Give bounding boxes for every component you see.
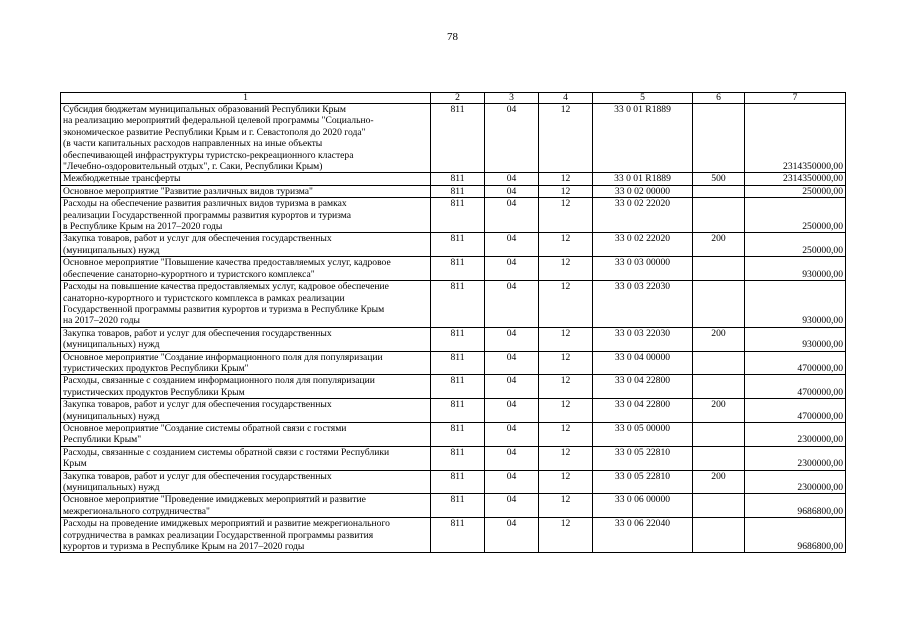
row-col6-cell	[693, 494, 745, 518]
row-col5-cell: 33 0 02 22020	[593, 233, 693, 257]
row-col2-cell: 811	[431, 399, 485, 423]
row-name-cell: Расходы, связанные с созданием информационного поля для популяризации туристических продуктов Республики Крым	[61, 375, 431, 399]
row-col2-cell: 811	[431, 375, 485, 399]
row-col3-cell: 04	[485, 327, 539, 351]
row-col4-cell: 12	[539, 327, 593, 351]
row-col5-cell: 33 0 04 22800	[593, 375, 693, 399]
page-number: 78	[447, 31, 458, 43]
row-col6-cell	[693, 257, 745, 281]
row-name-cell: Межбюджетные трансферты	[61, 173, 431, 185]
row-col4-cell: 12	[539, 422, 593, 446]
table-row	[61, 104, 846, 173]
row-col3-cell: 04	[485, 422, 539, 446]
row-amount-cell: 250000,00	[745, 233, 846, 257]
row-col4-cell: 12	[539, 173, 593, 185]
row-col6-cell: 500	[693, 173, 745, 185]
table-row	[61, 470, 846, 494]
row-col4-cell: 12	[539, 185, 593, 197]
table-row	[61, 494, 846, 518]
row-col3-cell: 04	[485, 198, 539, 233]
row-col2-cell: 811	[431, 446, 485, 470]
row-col6-cell: 200	[693, 327, 745, 351]
row-name-cell: Закупка товаров, работ и услуг для обеспечения государственных (муниципальных) нужд	[61, 233, 431, 257]
row-amount-cell: 4700000,00	[745, 351, 846, 375]
row-col2-cell: 811	[431, 257, 485, 281]
row-col5-cell: 33 0 06 22040	[593, 518, 693, 553]
row-col5-cell: 33 0 02 22020	[593, 198, 693, 233]
row-name-cell: Расходы, связанные с созданием системы обратной связи с гостями Республики Крым	[61, 446, 431, 470]
row-name-cell: Расходы на обеспечение развития различных видов туризма в рамках реализации Государственной программы развития курортов и туризма в Республике Крым на 2017–2020 годы	[61, 198, 431, 233]
row-col6-cell: 200	[693, 399, 745, 423]
row-col3-cell: 04	[485, 351, 539, 375]
header-cell: 2	[431, 93, 485, 104]
row-col2-cell: 811	[431, 327, 485, 351]
table-row	[61, 422, 846, 446]
table-row	[61, 281, 846, 328]
row-amount-cell: 4700000,00	[745, 375, 846, 399]
table-row	[61, 446, 846, 470]
row-name-cell: Основное мероприятие "Создание информационного поля для популяризации туристических продуктов Республики Крым"	[61, 351, 431, 375]
row-name-cell: Закупка товаров, работ и услуг для обеспечения государственных (муниципальных) нужд	[61, 470, 431, 494]
row-col2-cell: 811	[431, 351, 485, 375]
header-cell: 6	[693, 93, 745, 104]
header-cell: 4	[539, 93, 593, 104]
row-col6-cell	[693, 281, 745, 328]
table-row	[61, 327, 846, 351]
row-name-cell: Закупка товаров, работ и услуг для обеспечения государственных (муниципальных) нужд	[61, 399, 431, 423]
row-col5-cell: 33 0 05 22810	[593, 470, 693, 494]
row-col3-cell: 04	[485, 173, 539, 185]
row-col4-cell: 12	[539, 281, 593, 328]
row-col2-cell: 811	[431, 198, 485, 233]
budget-table	[60, 92, 846, 553]
row-col5-cell: 33 0 04 00000	[593, 351, 693, 375]
row-col4-cell: 12	[539, 399, 593, 423]
row-col6-cell	[693, 351, 745, 375]
row-col5-cell: 33 0 03 22030	[593, 327, 693, 351]
table-row	[61, 257, 846, 281]
row-col3-cell: 04	[485, 257, 539, 281]
row-col4-cell: 12	[539, 257, 593, 281]
row-col6-cell: 200	[693, 470, 745, 494]
table-row	[61, 185, 846, 197]
row-col3-cell: 04	[485, 494, 539, 518]
row-amount-cell: 9686800,00	[745, 518, 846, 553]
header-cell: 1	[61, 93, 431, 104]
row-col2-cell: 811	[431, 470, 485, 494]
row-name-cell: Основное мероприятие "Проведение имиджевых мероприятий и развитие межрегионального сотрудничества"	[61, 494, 431, 518]
row-col2-cell: 811	[431, 422, 485, 446]
row-col2-cell: 811	[431, 185, 485, 197]
row-col4-cell: 12	[539, 198, 593, 233]
table-row	[61, 198, 846, 233]
row-amount-cell: 930000,00	[745, 327, 846, 351]
row-amount-cell: 4700000,00	[745, 399, 846, 423]
row-col3-cell: 04	[485, 233, 539, 257]
row-col5-cell: 33 0 04 22800	[593, 399, 693, 423]
row-col3-cell: 04	[485, 375, 539, 399]
table-row	[61, 351, 846, 375]
row-name-cell: Субсидия бюджетам муниципальных образований Республики Крым на реализацию мероприятий федеральной целевой программы "Социально- экономическое развитие Республики Крым и г. Севастополя до 2020 года" (в части капитальных расходов направленных на иные объекты обеспечивающей инфраструктуры туристско-рекреационного кластера "Лечебно-оздоровительный отдых", г. Саки, Республики Крым)	[61, 104, 431, 173]
row-col6-cell	[693, 518, 745, 553]
table-row	[61, 233, 846, 257]
row-col2-cell: 811	[431, 494, 485, 518]
row-name-cell: Расходы на проведение имиджевых мероприятий и развитие межрегионального сотрудничества в рамках реализации Государственной программы развития курортов и туризма в Республике Крым на 2017–2020 годы	[61, 518, 431, 553]
row-amount-cell: 9686800,00	[745, 494, 846, 518]
row-col6-cell	[693, 446, 745, 470]
row-col4-cell: 12	[539, 494, 593, 518]
row-col5-cell: 33 0 05 00000	[593, 422, 693, 446]
row-col6-cell	[693, 185, 745, 197]
row-name-cell: Основное мероприятие "Создание системы обратной связи с гостями Республики Крым"	[61, 422, 431, 446]
row-col2-cell: 811	[431, 281, 485, 328]
row-col2-cell: 811	[431, 518, 485, 553]
row-col6-cell	[693, 104, 745, 173]
row-amount-cell: 930000,00	[745, 281, 846, 328]
row-col5-cell: 33 0 01 R1889	[593, 173, 693, 185]
row-col4-cell: 12	[539, 351, 593, 375]
row-col3-cell: 04	[485, 281, 539, 328]
row-col4-cell: 12	[539, 104, 593, 173]
row-col3-cell: 04	[485, 185, 539, 197]
row-col5-cell: 33 0 05 22810	[593, 446, 693, 470]
row-amount-cell: 250000,00	[745, 185, 846, 197]
row-col4-cell: 12	[539, 446, 593, 470]
row-col5-cell: 33 0 06 00000	[593, 494, 693, 518]
row-col5-cell: 33 0 03 00000	[593, 257, 693, 281]
row-col2-cell: 811	[431, 173, 485, 185]
row-col5-cell: 33 0 03 22030	[593, 281, 693, 328]
row-amount-cell: 2314350000,00	[745, 104, 846, 173]
table-row	[61, 375, 846, 399]
row-name-cell: Расходы на повышение качества предоставляемых услуг, кадровое обеспечение санаторно-курортного и туристского комплекса в рамках реализации Государственной программы развития курортов и туризма в Республике Крым на 2017–2020 годы	[61, 281, 431, 328]
row-col4-cell: 12	[539, 518, 593, 553]
table-header-row	[61, 93, 846, 104]
header-cell: 3	[485, 93, 539, 104]
row-amount-cell: 2300000,00	[745, 422, 846, 446]
row-col3-cell: 04	[485, 399, 539, 423]
row-col3-cell: 04	[485, 446, 539, 470]
row-col5-cell: 33 0 02 00000	[593, 185, 693, 197]
row-amount-cell: 2314350000,00	[745, 173, 846, 185]
table-row	[61, 173, 846, 185]
row-col4-cell: 12	[539, 375, 593, 399]
header-cell: 7	[745, 93, 846, 104]
header-cell: 5	[593, 93, 693, 104]
row-name-cell: Основное мероприятие "Повышение качества предоставляемых услуг, кадровое обеспечение санаторно-курортного и туристского комплекса"	[61, 257, 431, 281]
row-name-cell: Основное мероприятие "Развитие различных видов туризма"	[61, 185, 431, 197]
table-row	[61, 518, 846, 553]
row-amount-cell: 2300000,00	[745, 446, 846, 470]
row-amount-cell: 2300000,00	[745, 470, 846, 494]
row-col3-cell: 04	[485, 104, 539, 173]
row-col6-cell: 200	[693, 233, 745, 257]
row-col2-cell: 811	[431, 233, 485, 257]
row-col2-cell: 811	[431, 104, 485, 173]
row-amount-cell: 930000,00	[745, 257, 846, 281]
row-col3-cell: 04	[485, 518, 539, 553]
row-col6-cell	[693, 422, 745, 446]
table-row	[61, 399, 846, 423]
row-name-cell: Закупка товаров, работ и услуг для обеспечения государственных (муниципальных) нужд	[61, 327, 431, 351]
row-col6-cell	[693, 198, 745, 233]
row-col4-cell: 12	[539, 233, 593, 257]
row-col6-cell	[693, 375, 745, 399]
row-col4-cell: 12	[539, 470, 593, 494]
row-col5-cell: 33 0 01 R1889	[593, 104, 693, 173]
row-amount-cell: 250000,00	[745, 198, 846, 233]
row-col3-cell: 04	[485, 470, 539, 494]
